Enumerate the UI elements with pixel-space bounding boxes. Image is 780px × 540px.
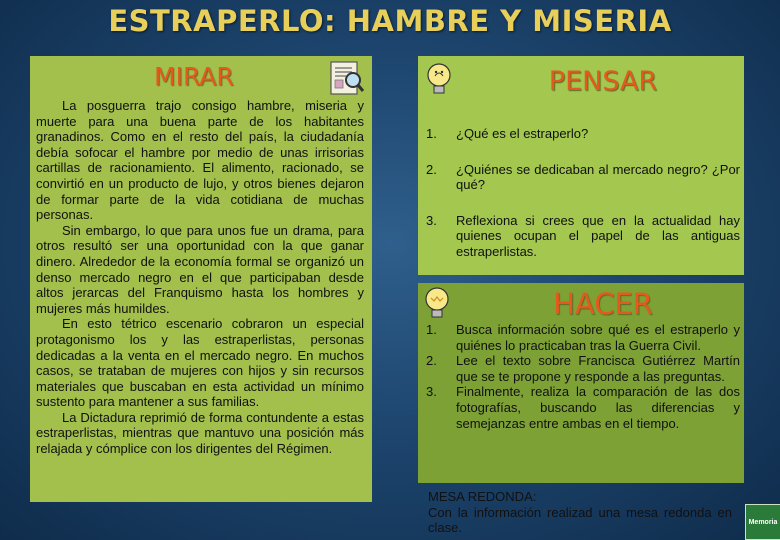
list-item	[426, 126, 740, 142]
mirar-panel	[30, 56, 372, 502]
task-text: Lee el texto sobre Francisca Gutiérrez Martín que se te propone y responde a las preguntas.	[456, 353, 740, 384]
mesa-text: Con la información realizad una mesa redonda en clase.	[428, 504, 732, 536]
task-text: Finalmente, realiza la comparación de las dos fotografías, buscando las diferencias y semejanzas entre ambas en el tiempo.	[456, 384, 740, 431]
mirar-heading: MIRAR	[154, 62, 234, 91]
mirar-paragraph: La posguerra trajo consigo hambre, miseria y muerte para una buena parte de los habitantes granadinos. Como en el resto del país, la ciudadanía debía sofocar el hambre por medio de unas irrisorias cartillas de racionamiento. El alimento, racionado, se convirtió en un producto de lujo, y otros bienes dejaron de formar parte de la vida cotidiana de muchas personas.	[36, 98, 364, 223]
task-text: Busca información sobre qué es el estraperlo y quiénes lo practicaban tras la Guerra Civil.	[456, 322, 740, 353]
question-text: Reflexiona si crees que en la actualidad hay quienes ocupan el papel de las antiguas estraperlistas.	[456, 212, 740, 259]
mirar-paragraph: En esto tétrico escenario cobraron un especial protagonismo los y las estraperlistas, personas dedicadas a la venta en el mercado negro. En muchos casos, se trataban de mujeres con hijos y sin recursos materiales que buscaban en esta actividad un mínimo sustento para mantener a sus familias.	[36, 316, 364, 410]
mirar-paragraph: Sin embargo, lo que para unos fue un drama, para otros resultó ser una oportunidad con la que ganar dinero. Alrededor de la economía formal se organizó un denso mercado negro en el que participaban desde altos jerarcas del Franquismo hasta los hombres y mujeres más humildes.	[36, 222, 364, 316]
question-text: ¿Quiénes se dedicaban al mercado negro? ¿Por qué?	[456, 161, 740, 193]
task-number: 3.	[426, 384, 437, 400]
question-number: 3.	[426, 212, 437, 228]
question-number: 1.	[426, 126, 437, 141]
mirar-paragraph: La Dictadura reprimió de forma contundente a estas estraperlistas, mientras que mantuvo una posición más relajada y cómplice con los dirigentes del Régimen.	[36, 409, 364, 457]
list-item	[426, 213, 740, 260]
mesa-label: MESA REDONDA:	[428, 489, 537, 504]
thinking-bulb-icon	[424, 62, 454, 98]
memoria-logo-icon	[745, 504, 780, 540]
task-number: 1.	[426, 322, 437, 337]
hacer-tasks	[426, 322, 740, 431]
lightbulb-icon	[422, 286, 452, 322]
pensar-heading: PENSAR	[548, 66, 658, 97]
list-item	[426, 353, 740, 384]
slide-title: ESTRAPERLO: HAMBRE Y MISERIA	[108, 4, 672, 38]
mesa-redonda	[428, 489, 732, 536]
pensar-questions	[426, 126, 740, 280]
hacer-panel	[418, 283, 744, 483]
task-number: 2.	[426, 353, 437, 369]
pensar-panel	[418, 56, 744, 275]
document-magnifier-icon	[328, 59, 366, 99]
logo-text: Memoria	[748, 518, 778, 526]
list-item	[426, 162, 740, 193]
mirar-body	[36, 98, 364, 457]
question-text: ¿Qué es el estraperlo?	[456, 126, 589, 141]
question-number: 2.	[426, 161, 437, 177]
list-item	[426, 322, 740, 353]
hacer-heading: HACER	[553, 287, 653, 321]
list-item	[426, 384, 740, 431]
